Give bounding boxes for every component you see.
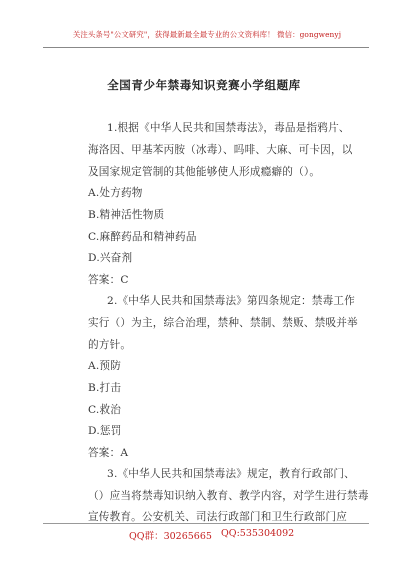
question-2-line-1: 2.《中华人民共和国禁毒法》第四条规定：禁毒工作 xyxy=(107,295,355,307)
question-3-line-1: 3.《中华人民共和国禁毒法》规定，教育行政部门、 xyxy=(107,468,355,480)
question-2-option-d: D.惩罚 xyxy=(88,425,122,437)
question-1-option-c: C.麻醉药品和精神药品 xyxy=(88,231,197,243)
question-2-answer: 答案：A xyxy=(88,447,129,459)
question-1-line-2: 海洛因、甲基苯丙胺（冰毒）、吗啡、大麻、可卡因，以 xyxy=(88,144,353,156)
footer-rule xyxy=(43,523,369,524)
question-3-line-2: （）应当将禁毒知识纳入教育、教学内容，对学生进行禁毒 xyxy=(88,490,369,502)
question-1-option-d: D.兴奋剂 xyxy=(88,252,133,264)
question-1-option-b: B.精神活性物质 xyxy=(88,209,165,221)
question-2-option-b: B.打击 xyxy=(88,382,122,394)
footer-qq-group: QQ群：30265665 xyxy=(129,531,212,542)
header-banner: 关注头条号"公文研究"，获得最新最全最专业的公文资料库！ 微信：gongwenyj xyxy=(72,30,342,39)
question-2-line-2: 实行（）为主，综合治理，禁种、禁制、禁贩、禁吸并举 xyxy=(88,317,358,329)
question-2-option-a: A.预防 xyxy=(88,360,122,372)
question-1-line-3: 及国家规定管制的其他能够使人形成瘾癖的（）。 xyxy=(88,166,321,178)
question-3-line-3: 宣传教育。公安机关、司法行政部门和卫生行政部门应 xyxy=(88,511,348,523)
header-rule xyxy=(43,47,369,48)
question-1-answer: 答案：C xyxy=(88,274,129,286)
footer-qq-number: QQ:535304092 xyxy=(221,528,295,539)
question-1-option-a: A.处方药物 xyxy=(88,187,143,199)
question-1-line-1: 1.根据《中华人民共和国禁毒法》，毒品是指鸦片、 xyxy=(107,122,350,134)
question-2-line-3: 的方针。 xyxy=(88,339,132,351)
question-2-option-c: C.救治 xyxy=(88,404,122,416)
document-title: 全国青少年禁毒知识竞赛小学组题库 xyxy=(107,78,301,92)
